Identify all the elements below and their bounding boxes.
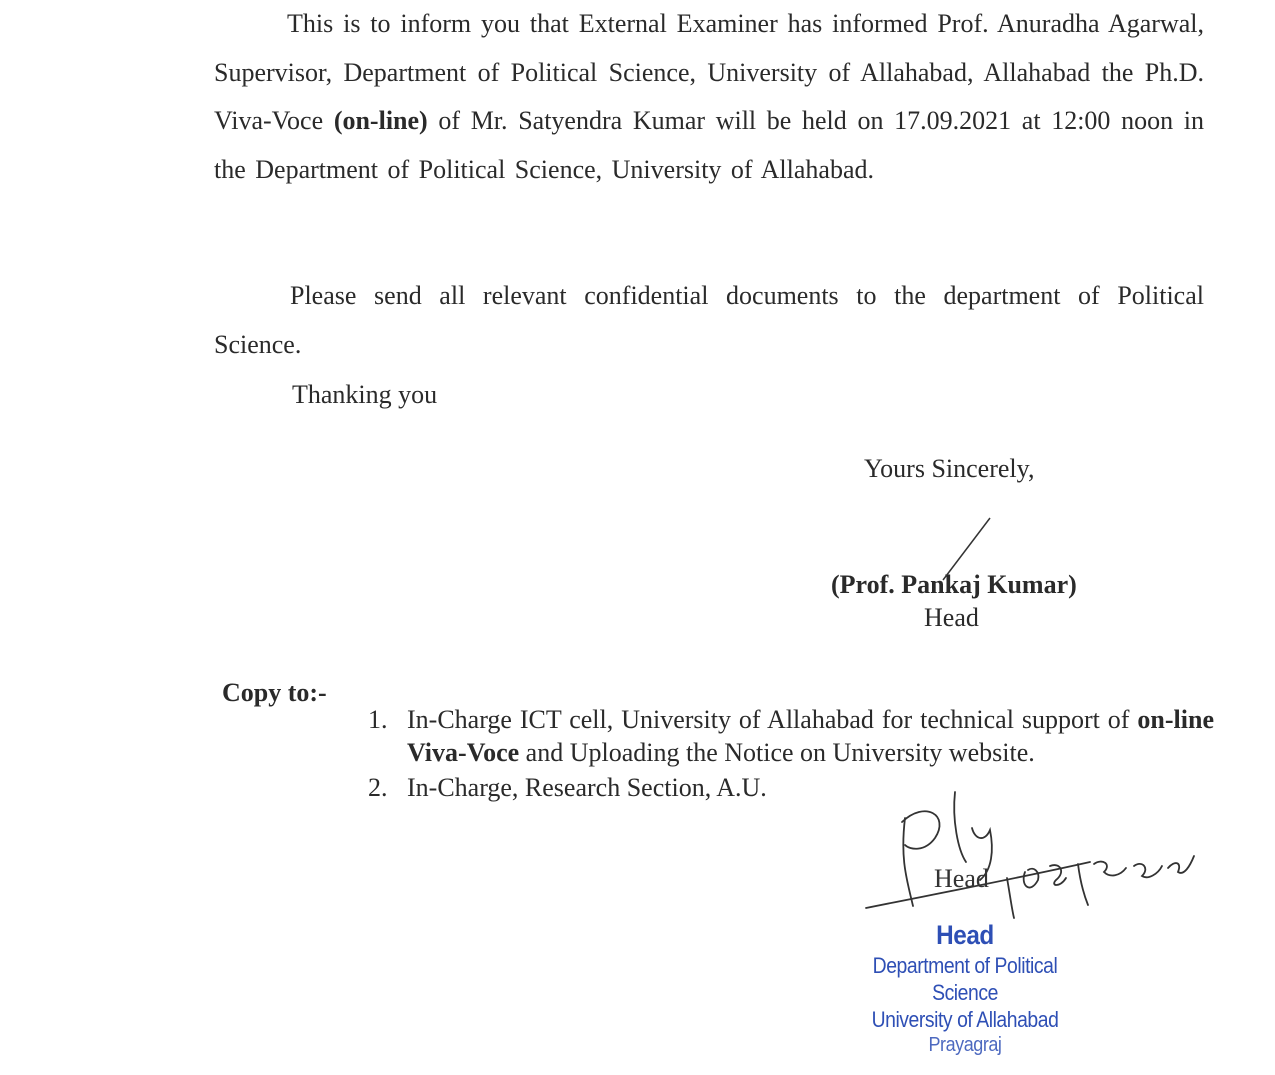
- copy-to-label: Copy to:-: [222, 678, 327, 707]
- copy-to-item-number: 2.: [368, 773, 388, 802]
- stamp-university: University of Allahabad: [871, 1007, 1059, 1032]
- stamp-city: Prayagraj: [928, 1034, 1002, 1056]
- signatory-designation: Head: [924, 603, 979, 632]
- closing-line: Thanking you: [292, 380, 438, 409]
- paragraph-1-text: This is to inform you that External Examiner has informed Prof. Anuradha Agarwal, Supervisor, Department of Political Science, University of Allahabad, Allahabad the Ph.D. Viva-Voce: [214, 9, 1204, 135]
- handwritten-signature-icon: [866, 792, 1194, 918]
- paragraph-1-bold-text: (on-line): [333, 106, 428, 135]
- copy-to-item-number: 1.: [368, 705, 388, 734]
- signed-head-label: Head: [934, 864, 989, 893]
- stamp-title: Head: [936, 920, 994, 950]
- copy-to-item-bold: on-line Viva-Voce: [407, 705, 1214, 767]
- salutation: Yours Sincerely,: [864, 454, 1035, 483]
- stamp-department: Department of Political Science: [872, 953, 1058, 1005]
- copy-to-item-text: In-Charge ICT cell, University of Allahabad for technical support of: [407, 705, 1138, 734]
- signatory-name: (Prof. Pankaj Kumar): [831, 570, 1077, 599]
- signature-stroke-icon: [943, 518, 990, 580]
- copy-to-item-text-after: and Uploading the Notice on University website.: [519, 738, 1035, 767]
- letter-paragraph-2: Please send all relevant confidential documents to the department of Political Science.: [214, 281, 1204, 359]
- paragraph-1-rest-text: of Mr. Satyendra Kumar will be held on 17.09.2021 at 12:00 noon in the Department of Political Science, University of Allahabad.: [214, 106, 1204, 184]
- official-stamp: [820, 918, 1110, 1058]
- copy-to-item-text: In-Charge, Research Section, A.U.: [407, 773, 767, 802]
